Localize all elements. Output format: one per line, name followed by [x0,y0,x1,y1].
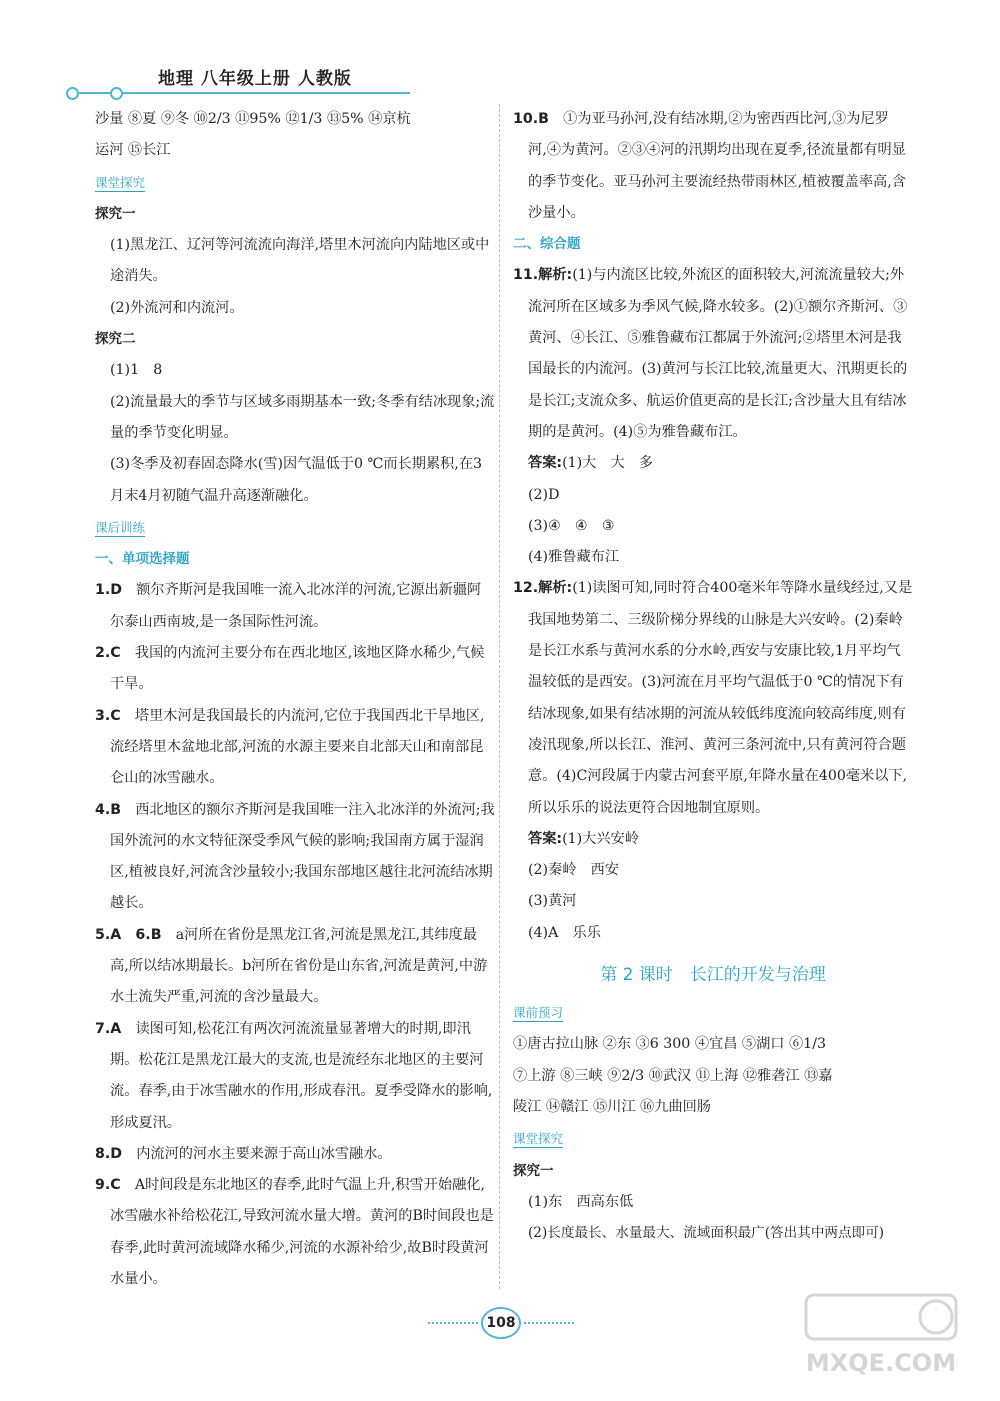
answer-text: 塔里木河是我国最长的内流河,它位于我国西北干旱地区,流经塔里木盆地北部,河流的水源主要来自北部天山和南部昆仑山的冰雪融水。 [110,707,485,787]
answer-text: 西北地区的额尔齐斯河是我国唯一注入北冰洋的外流河;我国外流河的水文特征深受季风气候的影响;我国南方属于湿润区,植被良好,河流含沙量较小;我国东部地区越往北河流结冰期越长。 [110,801,495,912]
answer-value: (3)④ ④ ③ [528,517,615,534]
intro-line: 运河 ⑮长江 [95,142,171,159]
section-tag: 课堂探究 [95,174,146,190]
answer-item [95,575,495,638]
answer-number: 4.B [95,801,122,818]
answer-text: A时间段是东北地区的春季,此时气温上升,积雪开始融化,冰雪融水补给松花江,导致河流水量大增。黄河的B时间段也是春季,此时黄河流域降水稀少,河流的水源补给少,故B时段黄河水量小。 [110,1177,494,1287]
answer-item [95,701,495,795]
header-dot-icon [110,87,123,100]
answer-value: (3)黄河 [528,893,577,910]
exploration-item: (2)长度最长、水量最大、流域面积最广(答出其中两点即可) [528,1225,885,1242]
answer-number: 11. [513,267,539,284]
answer-number: 5.A 6.B [95,926,162,943]
page-number: 108 [486,1315,516,1331]
exploration-title: 探究二 [95,331,136,348]
answer-item [95,638,495,701]
left-column [95,104,495,1295]
intro-line: 沙量 ⑧夏 ⑨冬 ⑩2/3 ⑪95% ⑫1/3 ⑬5% ⑭京杭 [95,111,411,127]
answer-value: (2)秦岭 西安 [528,862,620,879]
lesson-title: 第 2 课时 长江的开发与治理 [600,965,826,986]
exploration-item: (1)东 西高东低 [528,1193,634,1210]
answer-value: (2)D [528,486,560,503]
answer-number: 3.C [95,707,121,724]
answer-label: 答案: [528,455,563,472]
section-heading: 二、综合题 [513,236,581,253]
answer-value: (1)大 大 多 [562,455,654,472]
answer-number: 9.C [95,1177,121,1194]
answer-item [95,920,495,1014]
watermark-logo-icon [786,1291,976,1381]
exploration-title: 探究一 [513,1162,554,1179]
answer-text: (1)与内流区比较,外流区的面积较大,河流流量较大;外流河所在区域多为季风气候,降水较多。(2)①额尔齐斯河、③黄河、④长江、⑤雅鲁藏布江都属于外流河;②塔里木河是我国最长的内流河。(3)黄河与长江比较,流量更大、汛期更长的是长江;支流众多、航运价值更高的是长江;含沙量大且有结冰期的是黄河。(4)⑤为雅鲁藏布江。 [528,267,908,440]
answer-item [95,795,495,920]
analysis-label: 解析: [538,267,573,284]
section-tag: 课后训练 [95,519,146,535]
watermark-text: MXQE.COM [805,1349,957,1377]
answer-item [513,260,913,448]
answer-item [95,1139,495,1170]
page-header-title: 地理 八年级上册 人教版 [158,69,352,89]
footer-dots-left [428,1322,478,1324]
answer-text: ①为亚马孙河,没有结冰期,②为密西西比河,③为尼罗河,④为黄河。②③④河的汛期均出现在夏季,径流量都有明显的季节变化。亚马孙河主要流经热带雨林区,植被覆盖率高,含沙量小。 [528,111,906,221]
exploration-title: 探究一 [95,205,136,222]
exploration-item: (2)流量最大的季节与区域多雨期基本一致;冬季有结冰现象;流量的季节变化明显。 [110,393,495,441]
answer-text: 我国的内流河主要分布在西北地区,该地区降水稀少,气候干旱。 [110,645,485,693]
exploration-item: (1)1 8 [110,362,163,379]
answer-number: 2.C [95,645,121,662]
exploration-item: (1)黑龙江、辽河等河流流向海洋,塔里木河流向内陆地区或中途消失。 [110,237,490,285]
footer-dots-right [524,1322,574,1324]
answer-number: 1.D [95,582,123,599]
column-divider [499,104,500,1289]
section-tag: 课前预习 [513,1005,564,1021]
answer-list [95,575,495,1295]
answer-label: 答案: [528,830,563,847]
answer-line [513,448,913,479]
answer-item [95,1170,495,1295]
answer-line [513,824,913,855]
answer-number: 12. [513,580,539,597]
preview-line: ⑦上游 ⑧三峡 ⑨2/3 ⑩武汉 ⑪上海 ⑫雅砻江 ⑬嘉 [513,1067,833,1084]
right-column [513,104,913,1249]
exploration-item: (2)外流河和内流河。 [110,299,244,316]
answer-value: (1)大兴安岭 [562,830,639,847]
answer-text: 内流河的河水主要来源于高山冰雪融水。 [122,1145,392,1162]
page-footer [428,1308,574,1338]
preview-line: 陵江 ⑭赣江 ⑮川江 ⑯九曲回肠 [513,1098,711,1115]
header-dot-icon [66,87,79,100]
answer-text: a河所在省份是黑龙江省,河流是黑龙江,其纬度最高,所以结冰期最长。b河所在省份是山东省,河流是黄河,中游水土流失严重,河流的含沙量最大。 [110,926,488,1006]
answer-text: 额尔齐斯河是我国唯一流入北冰洋的河流,它源出新疆阿尔泰山西南坡,是一条国际性河流。 [110,582,482,630]
answer-number: 10.B [513,111,549,127]
answer-number: 8.D [95,1145,123,1162]
answer-text: (1)读图可知,同时符合400毫米年等降水量线经过,又是我国地势第二、三级阶梯分界线的山脉是大兴安岭。(2)秦岭是长江水系与黄河水系的分水岭,西安与安康比较,1月平均气温较低的是西安。(3)河流在月平均气温低于0 ℃的情况下有结冰现象,如果有结冰期的河流从较低纬度流向较高纬度,则有凌汛现象,所以长江、淮河、黄河三条河流中,只有黄河符合题意。(4)C河段属于内蒙古河套平原,年降水量在400毫米以下,所以乐乐的说法更符合因地制宜原则。 [528,580,913,816]
answer-value: (4)A 乐乐 [528,924,601,941]
answer-number: 7.A [95,1020,122,1037]
analysis-label: 解析: [538,580,573,597]
preview-line: ①唐古拉山脉 ②东 ③6 300 ④宜昌 ⑤湖口 ⑥1/3 [513,1036,826,1053]
section-tag: 课堂探究 [513,1131,564,1147]
answer-value: (4)雅鲁藏布江 [528,549,620,566]
answer-text: 读图可知,松花江有两次河流流量显著增大的时期,即汛期。松花江是黑龙江最大的支流,也是流经东北地区的主要河流。春季,由于冰雪融水的作用,形成春汛。夏季受降水的影响,形成夏汛。 [110,1020,493,1131]
section-heading: 一、单项选择题 [95,551,190,568]
answer-item [95,1014,495,1139]
answer-item [513,104,913,229]
answer-item [513,573,913,823]
exploration-item: (3)冬季及初春固态降水(雪)因气温低于0 ℃而长期累积,在3月末4月初随气温升高逐渐融化。 [110,456,483,504]
